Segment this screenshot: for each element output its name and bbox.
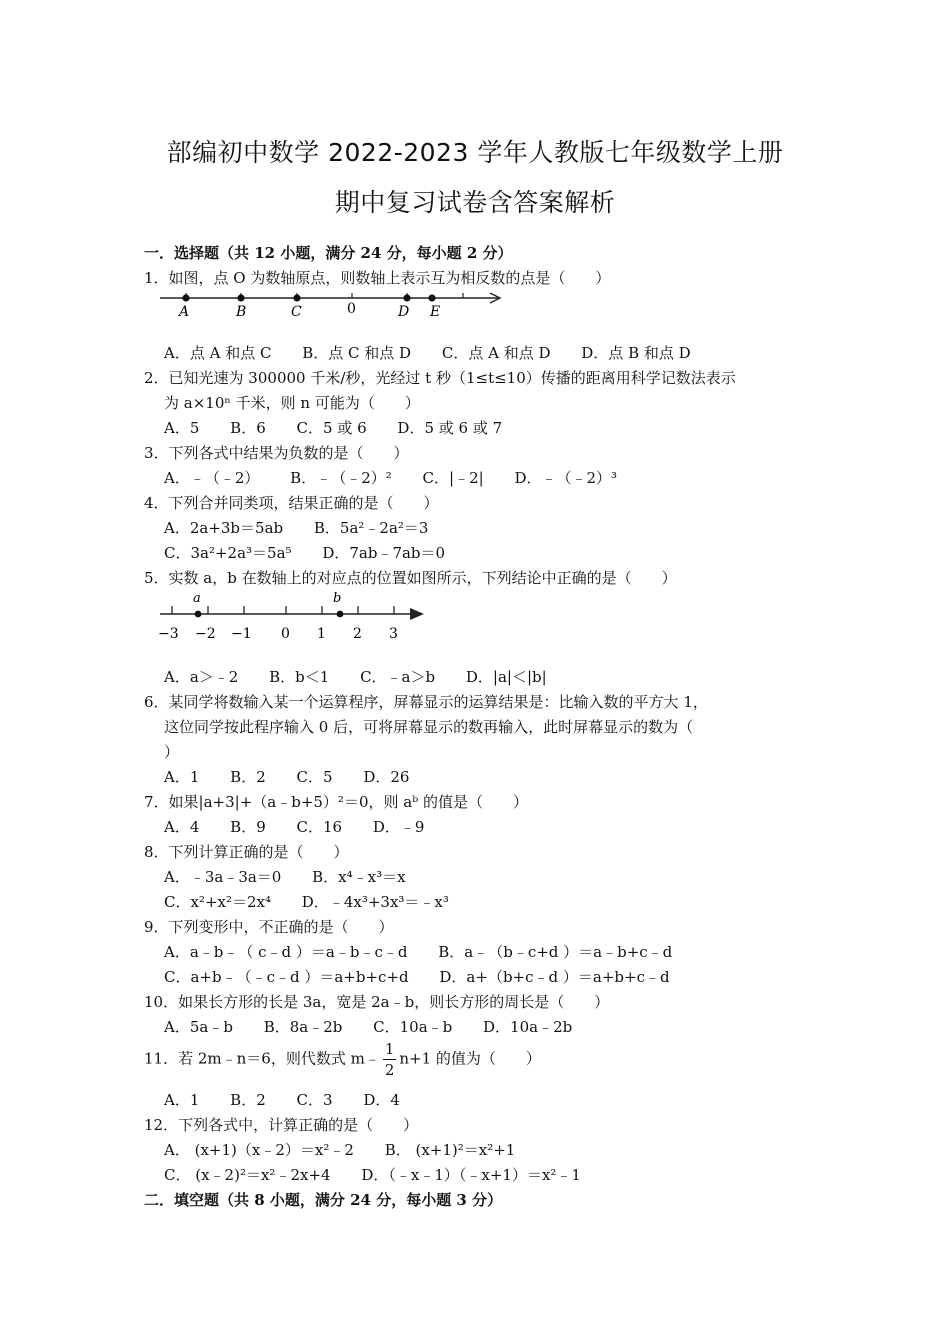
q1-point-d (403, 294, 410, 301)
q2-option-b[interactable]: B．6 (230, 419, 266, 437)
q10-option-a[interactable]: A．5a﹣b (164, 1018, 233, 1036)
q1-label-b: B (236, 304, 247, 320)
q6-stem-line-2: 这位同学按此程序输入 0 后，可将屏幕显示的数再输入，此时屏幕显示的数为（ (164, 718, 694, 736)
q6-stem-line-3: ） (164, 743, 180, 761)
q3-option-c[interactable]: C．|﹣2| (422, 469, 484, 487)
q5-tick-label: 0 (281, 626, 290, 642)
q8-options-row-2 (164, 892, 449, 912)
q1-label-origin: 0 (347, 301, 356, 317)
q3-option-a[interactable]: A．﹣（﹣2） (164, 469, 260, 487)
q11-options (164, 1090, 400, 1110)
q1-point-a (182, 294, 189, 301)
q5-point-a (195, 611, 202, 618)
q1-option-b[interactable]: B．点 C 和点 D (302, 344, 412, 362)
q5-number-line (156, 588, 432, 644)
section-2-header: 二．填空题（共 8 小题，满分 24 分，每小题 3 分） (144, 1191, 503, 1209)
q5-point-b (337, 611, 344, 618)
q4-option-d[interactable]: D．7ab﹣7ab＝0 (322, 544, 446, 562)
q5-option-d[interactable]: D．|a|＜|b| (465, 668, 547, 686)
q6-option-d[interactable]: D．26 (363, 768, 410, 786)
q2-stem-line-2: 为 a×10ⁿ 千米，则 n 可能为（ ） (164, 394, 420, 412)
q2-option-d[interactable]: D．5 或 6 或 7 (397, 419, 503, 437)
q5-option-c[interactable]: C．﹣a＞b (360, 668, 436, 686)
q5-arrow (410, 608, 424, 620)
q12-options-row-2 (164, 1165, 581, 1185)
q6-option-b[interactable]: B．2 (230, 768, 266, 786)
q5-tick-label: 1 (317, 626, 326, 642)
q12-stem: 12．下列各式中，计算正确的是（ ） (144, 1116, 419, 1134)
q4-stem: 4．下列合并同类项，结果正确的是（ ） (144, 494, 439, 512)
q4-option-a[interactable]: A．2a+3b＝5ab (164, 519, 284, 537)
q8-option-b[interactable]: B．x⁴﹣x³＝x (312, 868, 406, 886)
q9-option-a[interactable]: A．a﹣b﹣（ c﹣d ）＝a﹣b﹣c﹣d (164, 943, 408, 961)
q6-option-c[interactable]: C．5 (296, 768, 333, 786)
q10-option-c[interactable]: C．10a﹣b (373, 1018, 453, 1036)
q11-stem (144, 1039, 541, 1080)
q11-stem-post: n+1 的值为（ ） (399, 1049, 541, 1068)
q4-option-c[interactable]: C．3a²+2a³＝5a⁵ (164, 544, 292, 562)
q1-label-d: D (398, 304, 410, 320)
q5-stem: 5．实数 a，b 在数轴上的对应点的位置如图所示，下列结论中正确的是（ ） (144, 569, 677, 587)
q9-stem: 9．下列变形中，不正确的是（ ） (144, 918, 394, 936)
q12-option-c[interactable]: C． (x﹣2)²＝x²﹣2x+4 (164, 1166, 331, 1184)
q2-option-c[interactable]: C．5 或 6 (296, 419, 367, 437)
q1-option-d[interactable]: D．点 B 和点 D (581, 344, 691, 362)
q7-option-a[interactable]: A．4 (164, 818, 200, 836)
q2-stem-line-1: 2．已知光速为 300000 千米/秒，光经过 t 秒（1≤t≤10）传播的距离用科学记数法表示 (144, 369, 736, 387)
q10-options (164, 1017, 572, 1037)
q11-fraction-denominator: 2 (384, 1061, 395, 1079)
q10-stem: 10．如果长方形的长是 3a，宽是 2a﹣b，则长方形的周长是（ ） (144, 993, 610, 1011)
q5-option-b[interactable]: B．b＜1 (269, 668, 330, 686)
doc-title-line-2: 期中复习试卷含答案解析 (334, 188, 616, 217)
q1-label-e: E (430, 304, 441, 320)
q9-options-row-1 (164, 942, 672, 962)
q9-option-d[interactable]: D．a+（b+c﹣d ）＝a+b+c﹣d (439, 968, 670, 986)
q7-stem: 7．如果|a+3|+（a﹣b+5）²＝0，则 aᵇ 的值是（ ） (144, 793, 528, 811)
q11-fraction (383, 1039, 397, 1080)
q11-option-a[interactable]: A．1 (164, 1091, 200, 1109)
q3-stem: 3．下列各式中结果为负数的是（ ） (144, 444, 409, 462)
q3-option-b[interactable]: B．﹣（﹣2）² (290, 469, 392, 487)
q3-option-d[interactable]: D．﹣（﹣2）³ (514, 469, 618, 487)
q8-option-c[interactable]: C．x²+x²＝2x⁴ (164, 893, 272, 911)
q7-option-d[interactable]: D．﹣9 (372, 818, 425, 836)
q11-option-b[interactable]: B．2 (230, 1091, 266, 1109)
q4-option-b[interactable]: B．5a²﹣2a²＝3 (313, 519, 429, 537)
q4-options-row-2 (164, 543, 445, 563)
q1-options (164, 343, 691, 363)
q5-tick-label: 3 (389, 626, 398, 642)
q8-options-row-1 (164, 867, 406, 887)
q7-options (164, 817, 424, 837)
q3-options (164, 468, 617, 488)
q8-option-d[interactable]: D．﹣4x³+3x³＝﹣x³ (301, 893, 449, 911)
q11-option-d[interactable]: D．4 (363, 1091, 400, 1109)
q11-fraction-numerator: 1 (384, 1040, 395, 1058)
q5-label-a: a (193, 591, 201, 606)
q11-option-c[interactable]: C．3 (296, 1091, 333, 1109)
q6-stem-line-1: 6．某同学将数输入某一个运算程序，屏幕显示的运算结果是：比输入数的平方大 1， (144, 693, 708, 711)
q8-option-a[interactable]: A．﹣3a﹣3a＝0 (164, 868, 282, 886)
q6-option-a[interactable]: A．1 (164, 768, 200, 786)
q9-option-c[interactable]: C．a+b﹣（﹣c﹣d ）＝a+b+c+d (164, 968, 409, 986)
q10-option-d[interactable]: D．10a﹣2b (483, 1018, 573, 1036)
q5-options (164, 667, 547, 687)
q1-point-e (428, 294, 435, 301)
q9-options-row-2 (164, 967, 670, 987)
section-1-header: 一．选择题（共 12 小题，满分 24 分，每小题 2 分） (144, 244, 513, 262)
q5-tick-label: −3 (158, 626, 179, 642)
q7-option-c[interactable]: C．16 (296, 818, 343, 836)
q1-option-a[interactable]: A．点 A 和点 C (164, 344, 272, 362)
q6-options (164, 767, 409, 787)
q12-options-row-1 (164, 1140, 515, 1160)
q1-point-c (293, 294, 300, 301)
q2-options (164, 418, 502, 438)
q1-number-line (156, 288, 512, 320)
q12-option-d[interactable]: D．（﹣x﹣1）（﹣x+1）＝x²﹣1 (361, 1166, 581, 1184)
q12-option-b[interactable]: B． (x+1)²＝x²+1 (384, 1141, 516, 1159)
q7-option-b[interactable]: B．9 (230, 818, 266, 836)
q1-point-b (237, 294, 244, 301)
q8-stem: 8．下列计算正确的是（ ） (144, 843, 349, 861)
q1-label-a: A (179, 304, 190, 320)
q5-option-a[interactable]: A．a＞﹣2 (164, 668, 239, 686)
q11-stem-pre: 11．若 2m﹣n＝6，则代数式 m﹣ (144, 1049, 380, 1068)
q1-label-c: C (291, 304, 302, 320)
q12-option-a[interactable]: A． (x+1)（x﹣2）＝x²﹣2 (164, 1141, 354, 1159)
q5-tick-label: 2 (353, 626, 362, 642)
q5-label-b: b (333, 591, 342, 606)
q1-stem: 1．如图，点 O 为数轴原点，则数轴上表示互为相反数的点是（ ） (144, 269, 611, 287)
q5-tick-label: −1 (231, 626, 252, 642)
q1-option-c[interactable]: C．点 A 和点 D (441, 344, 551, 362)
doc-title-line-1: 部编初中数学 2022-2023 学年人教版七年级数学上册 (166, 138, 784, 167)
q4-options-row-1 (164, 518, 428, 538)
q5-tick-label: −2 (195, 626, 216, 642)
q2-option-a[interactable]: A．5 (164, 419, 200, 437)
q10-option-b[interactable]: B．8a﹣2b (263, 1018, 343, 1036)
q9-option-b[interactable]: B．a﹣（b﹣c+d ）＝a﹣b+c﹣d (438, 943, 673, 961)
